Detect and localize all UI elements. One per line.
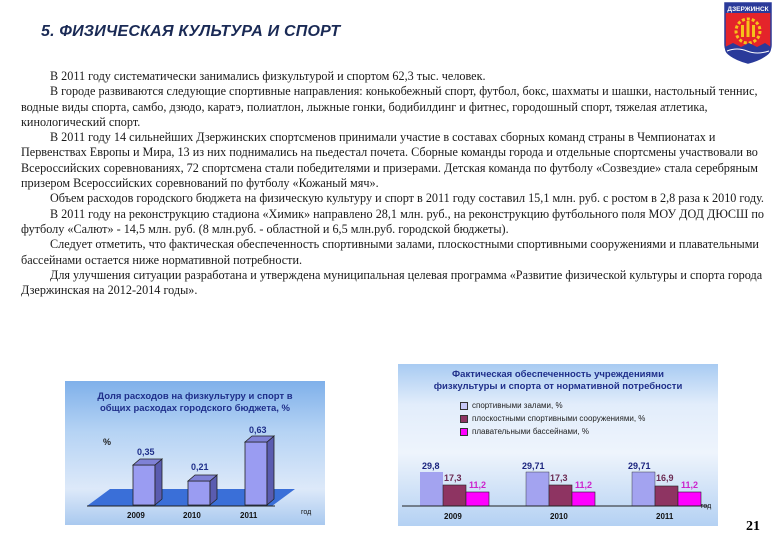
value-label-pools-2009: 11,2 xyxy=(469,480,487,490)
paragraph-participants: В 2011 году систематически занимались физкультурой и спортом 62,3 тыс. человек. xyxy=(50,69,486,83)
value-label-halls-2009: 29,8 xyxy=(422,461,440,471)
x-tick-2009: 2009 xyxy=(444,512,462,521)
x-axis-unit: год xyxy=(701,503,712,510)
x-tick-2010: 2010 xyxy=(550,512,568,521)
budget-share-chart xyxy=(65,381,325,525)
city-coat-of-arms-icon xyxy=(723,1,773,65)
svg-text:ДЗЕРЖИНСК: ДЗЕРЖИНСК xyxy=(727,6,769,13)
page-number: 21 xyxy=(746,519,760,534)
x-tick-2011: 2011 xyxy=(656,512,674,521)
paragraph-achievements: В 2011 году 14 сильнейших Дзержинских спортсменов принимали участие в составах сборных команд страны в Чемпионатах и Первенствах Европы и Мира, 13 из них поднимались на пьедестал почета. Сборные команды города и отдельные спортсмены участвовали во Всероссийских соревнованиях, 72 спортсмена стали победителями и призерами. Детская команда по футболу «Созвездие» стала серебряным призером Всероссийских соревнований по футболу «Кожаный мяч». xyxy=(21,130,758,191)
paragraph-budget: Объем расходов городского бюджета на физическую культуру и спорт в 2011 году составил 15,1 млн. руб. с ростом в 2,8 раза к 2010 году. xyxy=(50,191,764,206)
y-axis-unit: % xyxy=(103,437,112,447)
value-label-halls-2010: 29,71 xyxy=(522,461,545,471)
value-label-flat-2010: 17,3 xyxy=(550,473,568,483)
paragraph-sports-directions: В городе развиваются следующие спортивные направления: конькобежный спорт, футбол, бокс, шахматы и шашки, настольный теннис, водные виды спорта, самбо, дзюдо, каратэ, полиатлон, лыжные гонки, бодибилдинг и фитнес, городошный спорт, тяжелая атлетика, кинологический спорт. xyxy=(21,84,758,129)
x-tick-2011: 2011 xyxy=(240,511,258,520)
chart-title-line: физкультуры и спорта от нормативной потребности xyxy=(433,381,683,392)
value-label-2010: 0,21 xyxy=(191,462,209,472)
value-label-pools-2011: 11,2 xyxy=(681,480,699,490)
value-label-flat-2009: 17,3 xyxy=(444,473,462,483)
value-label-pools-2010: 11,2 xyxy=(575,480,593,490)
chart-title-line: общих расходах городского бюджета, % xyxy=(100,403,290,414)
chart-plot xyxy=(65,381,325,525)
legend-label: спортивными залами, % xyxy=(472,401,563,410)
paragraph-reconstruction: В 2011 году на реконструкцию стадиона «Химик» направлено 28,1 млн. руб., на реконструкцию футбольного поля МОУ ДОД ДЮСШ по футболу «Салют» - 14,5 млн. руб. (8 млн.руб. - областной и 6,5 млн.руб. городской бюджеты). xyxy=(21,206,764,236)
x-tick-2009: 2009 xyxy=(127,511,145,520)
legend-label: плавательными бассейнами, % xyxy=(472,427,589,436)
x-tick-2010: 2010 xyxy=(183,511,201,520)
value-label-2009: 0,35 xyxy=(137,447,155,457)
legend-label: плоскостными спортивными сооружениями, % xyxy=(472,414,646,423)
chart-title-line: Доля расходов на физкультуру и спорт в xyxy=(97,391,293,402)
chart-plot xyxy=(398,364,718,526)
value-label-halls-2011: 29,71 xyxy=(628,461,651,471)
body-text xyxy=(21,69,777,298)
provision-chart xyxy=(398,364,718,526)
paragraph-provision: Следует отметить, что фактическая обеспеченность спортивными залами, плоскостными спортивными сооружениями и плавательными бассейнами остается ниже нормативной потребности. xyxy=(21,237,759,267)
x-axis-unit: год xyxy=(301,509,312,516)
value-label-2011: 0,63 xyxy=(249,425,267,435)
value-label-flat-2011: 16,9 xyxy=(656,473,674,483)
chart-title-line: Фактическая обеспеченность учреждениями xyxy=(452,369,664,380)
page-title: 5. ФИЗИЧЕСКАЯ КУЛЬТУРА И СПОРТ xyxy=(41,23,341,40)
paragraph-program: Для улучшения ситуации разработана и утверждена муниципальная целевая программа «Развитие физической культуры и спорта города Дзержинская на 2012-2014 годы». xyxy=(21,267,763,298)
